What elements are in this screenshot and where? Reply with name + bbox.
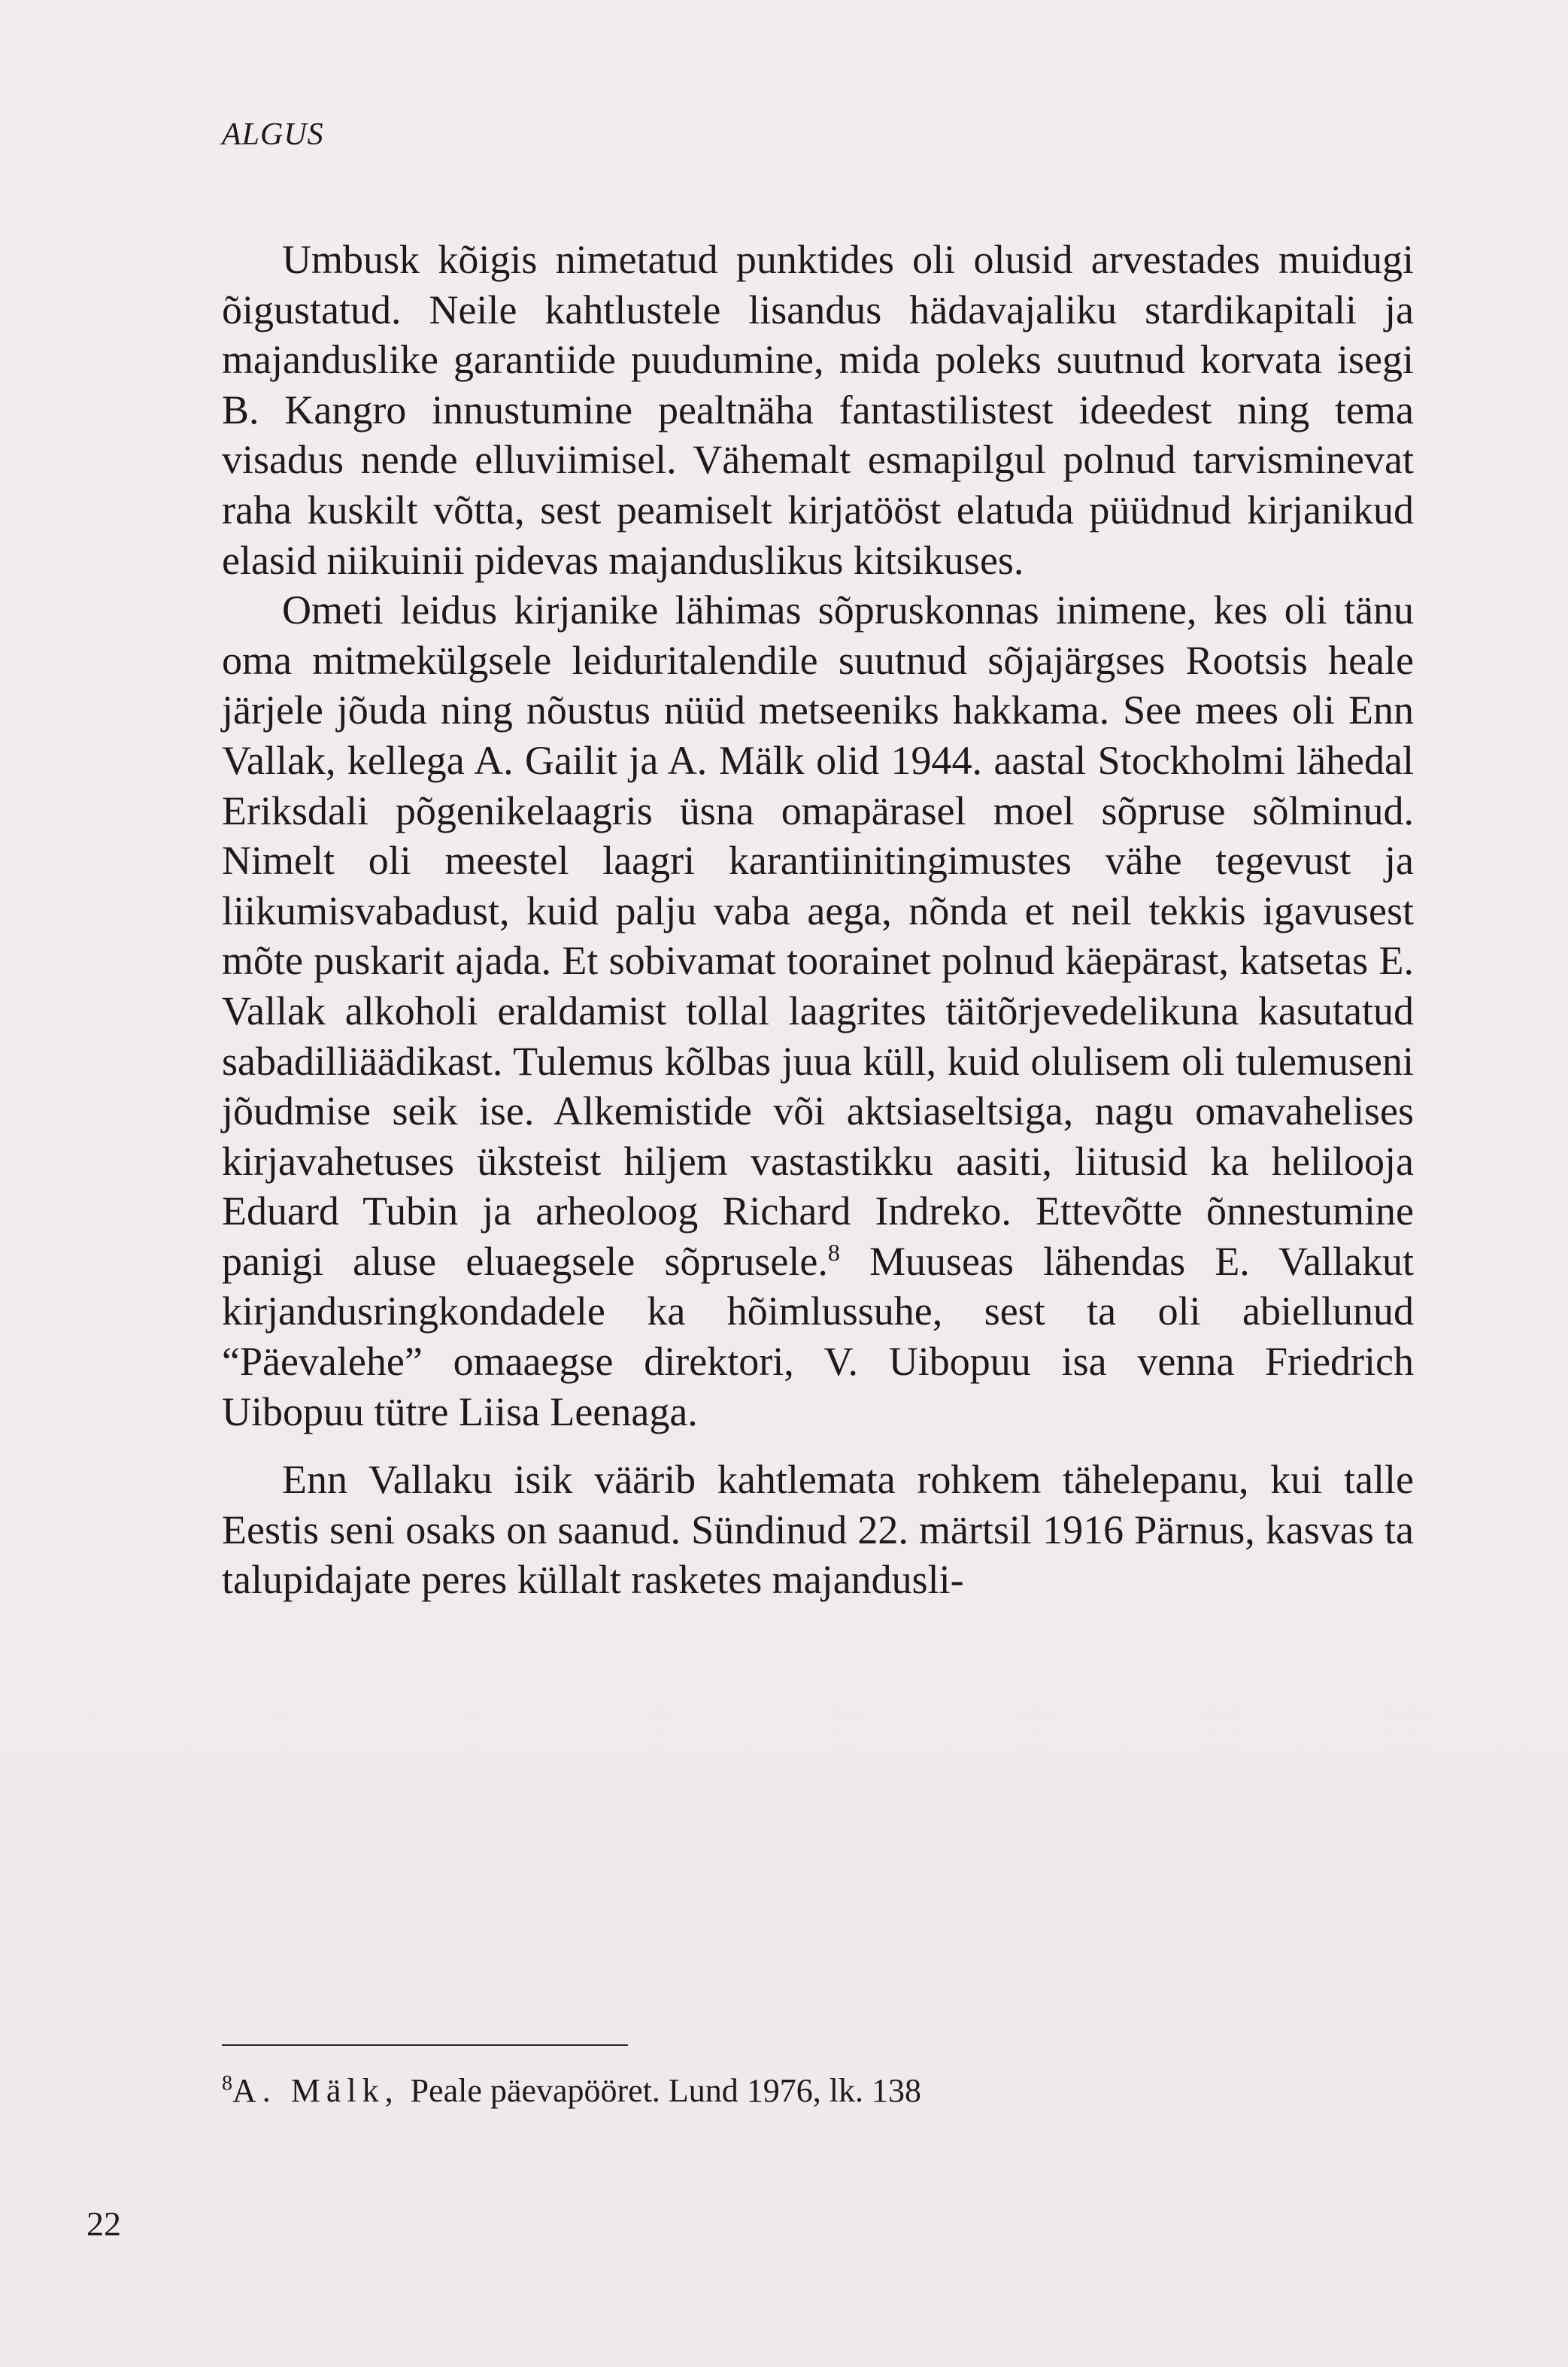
page-number: 22 xyxy=(86,2205,121,2243)
footnote-reference: 8 xyxy=(827,1238,840,1266)
footnote-text: Peale päevapööret. Lund 1976, lk. 138 xyxy=(410,2072,922,2109)
paragraph-2-part-2: Muuseas lähendas E. Vallakut kirjandusringkondadele ka hõimlussuhe, sest ta oli abiellunud “Päevalehe” omaaegse direktori, V. Uibopuu isa venna Friedrich Uibopuu tütre Liisa Leenaga. xyxy=(222,1238,1414,1434)
running-head: ALGUS xyxy=(222,117,324,152)
footnote-divider xyxy=(222,2044,628,2046)
body-text xyxy=(222,235,1414,1605)
footnote-author: A. Mälk, xyxy=(232,2072,399,2109)
paragraph-3: Enn Vallaku isik väärib kahtlemata rohkem tähelepanu, kui talle Eestis seni osaks on saanud. Sündinud 22. märtsil 1916 Pärnus, kasvas ta talupidajate peres küllalt rasketes majandusli- xyxy=(222,1457,1414,1603)
footnote xyxy=(222,2070,921,2112)
paragraph-1: Umbusk kõigis nimetatud punktides oli olusid arvestades muidugi õigustatud. Neile kahtlustele lisandus hädavajaliku stardikapitali ja majanduslike garantiide puudumine, mida poleks suutnud korvata isegi B. Kangro innustumine pealtnäha fantastilistest ideedest ning tema visadus nende elluviimisel. Vähemalt esmapilgul polnud tarvisminevat raha kuskilt võtta, sest peamiselt kirjatööst elatuda püüdnud kirjanikud elasid niikuinii pidevas majanduslikus kitsikuses. xyxy=(222,237,1414,583)
paragraph-2 xyxy=(222,585,1414,1437)
paragraph-2-part-1: Ometi leidus kirjanike lähimas sõpruskonnas inimene, kes oli tänu oma mitmekülgsele leiduritalendile suutnud sõjajärgses Rootsis heale järjele jõuda ning nõustus nüüd metseeniks hakkama. See mees oli Enn Vallak, kellega A. Gailit ja A. Mälk olid 1944. aastal Stockholmi lähedal Eriksdali põgenikelaagris üsna omapärasel moel sõpruse sõlminud. Nimelt oli meestel laagri karantiinitingimustes vähe tegevust ja liikumisvabadust, kuid palju vaba aega, nõnda et neil tekkis igavusest mõte puskarit ajada. Et sobivamat toorainet polnud käepärast, katsetas E. Vallak alkoholi eraldamist tollal laagrites täitõrjevedelikuna kasutatud sabadilliäädikast. Tulemus kõlbas juua küll, kuid olulisem oli tulemuseni jõudmise seik ise. Alkemistide või aktsiaseltsiga, nagu omavahelises kirjavahetuses üksteist hiljem vastastikku aasiti, liitusid ka helilooja Eduard Tubin ja arheoloog Richard Indreko. Ettevõtte õnnestumine panigi aluse eluaegsele sõprusele. xyxy=(222,587,1414,1284)
footnote-mark: 8 xyxy=(222,2071,232,2095)
